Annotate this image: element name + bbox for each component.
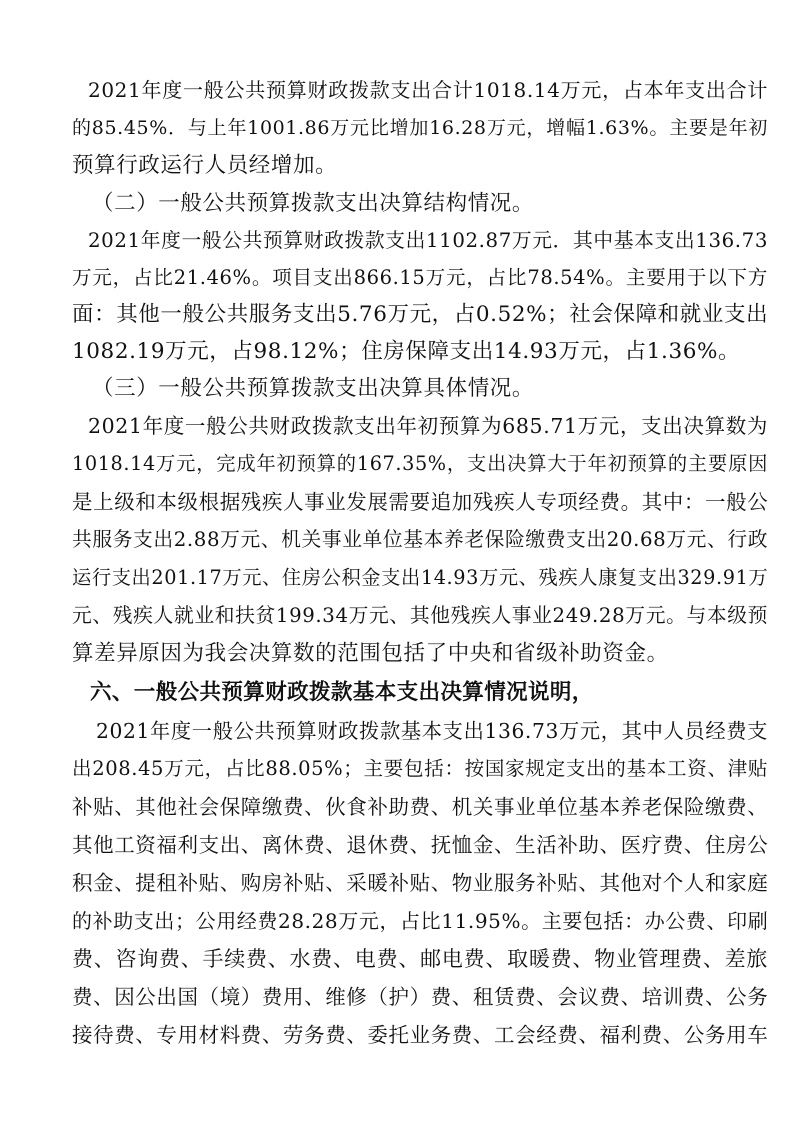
paragraph-line: 积金、提租补贴、购房补贴、采暖补贴、物业服务补贴、其他对个人和家庭 xyxy=(72,871,769,895)
paragraph-line: 2021年度一般公共财政拨款支出年初预算为685.71万元，支出决算数为 xyxy=(88,414,768,438)
paragraph-line: 2021年度一般公共预算财政拨款支出1102.87万元．其中基本支出136.73 xyxy=(88,229,768,252)
paragraph-line: 元、残疾人就业和扶贫199.34万元、其他残疾人事业249.28万元。与本级预 xyxy=(72,604,768,627)
paragraph-line: 共服务支出2.88万元、机关事业单位基本养老保险缴费支出20.68万元、行政 xyxy=(72,528,769,551)
paragraph-line: 补贴、其他社会保障缴费、伙食补助费、机关事业单位基本养老保险缴费、 xyxy=(72,795,769,819)
paragraph-line: 万元，占比21.46%。项目支出866.15万元，占比78.54%。主要用于以下方 xyxy=(72,266,768,289)
paragraph-line: 接待费、专用材料费、劳务费、委托业务费、工会经费、福利费、公务用车 xyxy=(72,1023,769,1047)
paragraph-line: 的85.45%．与上年1001.86万元比增加16.28万元，增幅1.63%。主要是年初 xyxy=(72,117,768,139)
paragraph-line: 是上级和本级根据残疾人事业发展需要追加残疾人专项经费。其中：一般公 xyxy=(72,490,769,514)
paragraph-line: 算差异原因为我会决算数的范围包括了中央和省级补助资金。 xyxy=(72,641,669,666)
section-heading: 六、一般公共预算财政拨款基本支出决算情况说明， xyxy=(90,680,594,705)
paragraph-line: 面：其他一般公共服务支出5.76万元，占0.52%；社会保障和就业支出 xyxy=(72,302,769,327)
paragraph-line: 2021年度一般公共预算财政拨款支出合计1018.14万元，占本年支出合计 xyxy=(88,78,768,102)
paragraph-line: 出208.45万元，占比88.05%；主要包括：按国家规定支出的基本工资、津贴 xyxy=(72,757,768,780)
paragraph-line: 其他工资福利支出、离休费、退休费、抚恤金、生活补助、医疗费、住房公 xyxy=(72,833,769,857)
paragraph-line: 运行支出201.17万元、住房公积金支出14.93万元、残疾人康复支出329.91万 xyxy=(72,566,769,589)
section-subheading: （二）一般公共预算拨款支出决算结构情况。 xyxy=(92,191,535,216)
section-subheading: （三）一般公共预算拨款支出决算具体情况。 xyxy=(92,376,535,401)
paragraph-line: 费、因公出国（境）费用、维修（护）费、租赁费、会议费、培训费、公务 xyxy=(72,985,769,1009)
paragraph-line: 的补助支出；公用经费28.28万元，占比11.95%。主要包括：办公费、印刷 xyxy=(72,909,769,933)
paragraph-line: 2021年度一般公共预算财政拨款基本支出136.73万元，其中人员经费支 xyxy=(96,719,768,743)
paragraph-line: 1018.14万元，完成年初预算的167.35%，支出决算大于年初预算的主要原因 xyxy=(72,452,768,475)
paragraph-line: 1082.19万元，占98.12%；住房保障支出14.93万元，占1.36%。 xyxy=(72,339,741,364)
paragraph-line: 预算行政运行人员经增加。 xyxy=(72,153,338,178)
paragraph-line: 费、咨询费、手续费、水费、电费、邮电费、取暖费、物业管理费、差旅 xyxy=(72,947,768,971)
